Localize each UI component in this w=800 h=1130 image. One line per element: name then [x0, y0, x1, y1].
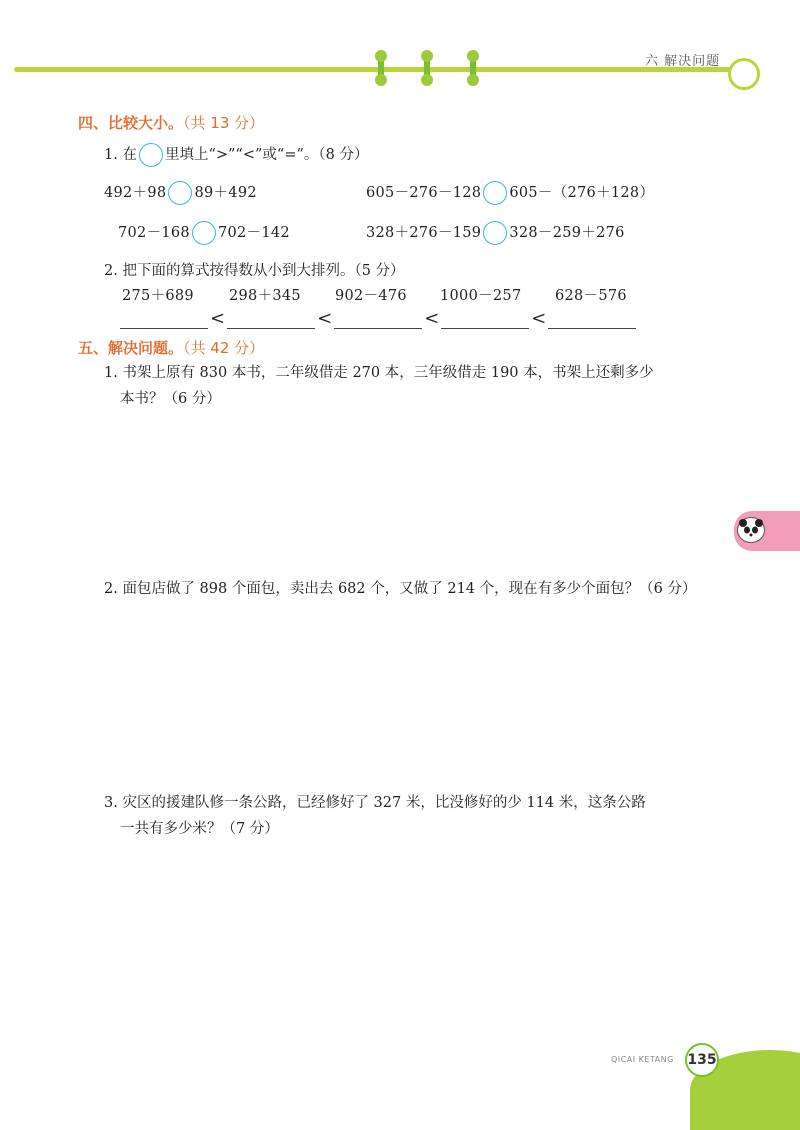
section-4-heading: 四、比较大小。（共 13 分）: [78, 114, 265, 132]
q4-2-prompt: 2. 把下面的算式按得数从小到大排列。（5 分）: [104, 263, 405, 279]
binder-pin-icon: [378, 52, 384, 84]
ordering-blanks: < < < <: [120, 308, 636, 329]
q5-3-line2: 一共有多少米？（7 分）: [120, 821, 279, 837]
answer-circle[interactable]: [192, 221, 216, 245]
footer-brand: QICAI KETANG: [611, 1055, 674, 1064]
chapter-title: 六 解决问题: [645, 54, 721, 69]
answer-blank[interactable]: [334, 314, 422, 329]
order-expr: 275＋689: [122, 288, 194, 304]
answer-blank[interactable]: [227, 314, 315, 329]
binder-pin-icon: [470, 52, 476, 84]
answer-blank[interactable]: [548, 314, 636, 329]
compare-row-1-right: 605－276－128 605－（276＋128）: [366, 181, 654, 205]
section-5-heading: 五、解决问题。（共 42 分）: [78, 339, 265, 357]
binder-pin-icon: [424, 52, 430, 84]
compare-row-1-left: 492＋98 89＋492: [104, 181, 257, 205]
page-number: 135: [685, 1043, 719, 1077]
q5-3-line1: 3. 灾区的援建队修一条公路，已经修好了 327 米，比没修好的少 114 米，这条公路: [104, 795, 646, 811]
answer-circle[interactable]: [483, 181, 507, 205]
mascot-icon: [728, 58, 760, 90]
q4-1-prompt: 1. 在 里填上“>”“<”或“=”。（8 分）: [104, 143, 368, 167]
compare-row-2-left: 702－168 702－142: [118, 221, 290, 245]
order-expr: 628－576: [555, 288, 627, 304]
header-rule: [14, 67, 734, 72]
compare-row-2-right: 328＋276－159 328－259＋276: [366, 221, 625, 245]
answer-circle[interactable]: [483, 221, 507, 245]
answer-blank[interactable]: [441, 314, 529, 329]
answer-circle[interactable]: [139, 143, 163, 167]
q5-1-line1: 1. 书架上原有 830 本书，二年级借走 270 本，三年级借走 190 本，书架上还剩多少: [104, 365, 654, 381]
panda-icon: [737, 517, 765, 543]
order-expr: 1000－257: [440, 288, 522, 304]
order-expr: 902－476: [335, 288, 407, 304]
q5-2: 2. 面包店做了 898 个面包，卖出去 682 个，又做了 214 个，现在有多少个面包？（6 分）: [104, 581, 697, 597]
answer-circle[interactable]: [168, 181, 192, 205]
q5-1-line2: 本书？（6 分）: [120, 391, 221, 407]
order-expr: 298＋345: [229, 288, 301, 304]
answer-blank[interactable]: [120, 314, 208, 329]
